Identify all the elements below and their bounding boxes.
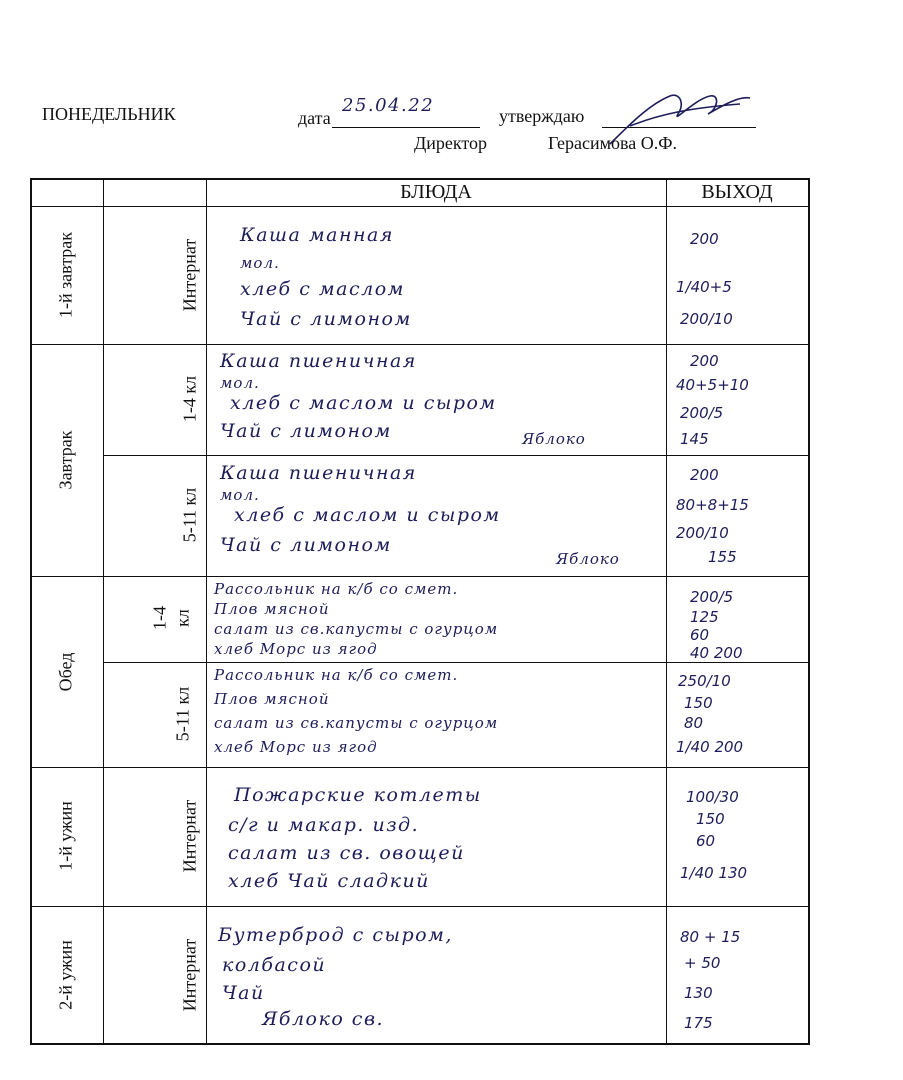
dish-line: Плов мясной [214, 690, 330, 708]
dish-line: хлеб Морс из ягод [214, 640, 378, 658]
meal-label: Обед [55, 652, 76, 692]
row-divider-zavtrak [103, 455, 810, 456]
output-value: 250/10 [678, 672, 731, 690]
dish-line: мол. [220, 486, 260, 504]
dish-line: с/г и макар. изд. [228, 814, 420, 836]
dish-line: Чай с лимоном [220, 534, 392, 556]
dish-line: хлеб с маслом и сыром [230, 392, 497, 414]
director-name: Герасимова О.Ф. [548, 133, 677, 153]
dish-line: Рассольник на к/б со смет. [214, 666, 459, 684]
dish-line: мол. [240, 254, 280, 272]
dish-line: Плов мясной [214, 600, 330, 618]
output-value: 200/5 [690, 588, 734, 606]
row-divider-obed [103, 662, 810, 663]
dish-line: Каша манная [240, 224, 394, 246]
table-border-left [30, 178, 32, 1044]
dish-line: хлеб с маслом и сыром [234, 504, 501, 526]
output-value: 40 200 [690, 644, 743, 662]
date-underline [332, 127, 480, 128]
output-value: 60 [696, 832, 716, 850]
dish-line: хлеб Морс из ягод [214, 738, 378, 756]
dish-line: Чай с лимоном [240, 308, 412, 330]
dish-line: колбасой [222, 954, 327, 976]
dish-line: мол. [220, 374, 260, 392]
dish-line: Пожарские котлеты [234, 784, 482, 806]
output-value: 1/40 130 [680, 864, 748, 882]
dish-line: Чай [222, 982, 265, 1004]
output-value: 200/10 [680, 310, 733, 328]
dish-line: Бутерброд с сыром, [218, 924, 453, 946]
output-value: 80+8+15 [676, 496, 749, 514]
dish-line: салат из св.капусты с огурцом [214, 714, 499, 732]
output-value: 145 [680, 430, 709, 448]
dish-line: хлеб Чай сладкий [228, 870, 430, 892]
output-value: 200 [690, 466, 719, 484]
dish-line: хлеб с маслом [240, 278, 405, 300]
output-value: 1/40+5 [676, 278, 732, 296]
output-value: 200/10 [676, 524, 729, 542]
output-value: 200/5 [680, 404, 724, 422]
dish-line: салат из св. овощей [228, 842, 465, 864]
dish-line: Каша пшеничная [220, 350, 417, 372]
group-label: Интернат [179, 799, 200, 873]
col-divider-meal [103, 178, 104, 1044]
row-divider-header [30, 206, 810, 207]
meal-label: 1-й завтрак [55, 231, 76, 319]
dish-line: Чай с лимоном [220, 420, 392, 442]
meal-label: Завтрак [55, 430, 76, 490]
date-value: 25.04.22 [342, 95, 435, 116]
group-label: Интернат [179, 238, 200, 312]
output-value: 155 [708, 548, 737, 566]
table-border-right [808, 178, 810, 1044]
director-label: Директор [414, 133, 488, 153]
output-value: + 50 [684, 954, 721, 972]
group-label-bottom: кл [172, 609, 193, 627]
table-border-bottom [30, 1043, 810, 1045]
row-divider-section1 [30, 344, 810, 345]
output-value: 125 [690, 608, 719, 626]
dish-line: Яблоко св. [262, 1008, 385, 1030]
output-value: 80 [684, 714, 704, 732]
row-divider-section2 [30, 576, 810, 577]
col-divider-output [666, 178, 667, 1044]
group-label: 5-11 кл [179, 487, 200, 543]
meal-label: 2-й ужин [55, 940, 76, 1010]
col-divider-group [206, 178, 207, 1044]
output-value: 40+5+10 [676, 376, 749, 394]
output-value: 60 [690, 626, 710, 644]
approve-label: утверждаю [499, 106, 585, 126]
row-divider-section4 [30, 906, 810, 907]
output-value: 150 [696, 810, 725, 828]
col-header-dishes: БЛЮДА [400, 181, 472, 203]
table-border-top [30, 178, 810, 180]
output-value: 175 [684, 1014, 713, 1032]
group-label: 1-4 кл [179, 375, 200, 423]
dish-extra: Яблоко [522, 430, 586, 448]
dish-line: салат из св.капусты с огурцом [214, 620, 499, 638]
group-label: Интернат [179, 938, 200, 1012]
output-value: 200 [690, 352, 719, 370]
dish-line: Каша пшеничная [220, 462, 417, 484]
output-value: 200 [690, 230, 719, 248]
output-value: 130 [684, 984, 713, 1002]
date-label: дата [298, 108, 331, 128]
output-value: 100/30 [686, 788, 739, 806]
row-divider-section3 [30, 767, 810, 768]
output-value: 150 [684, 694, 713, 712]
group-label: 5-11 кл [172, 686, 193, 742]
output-value: 1/40 200 [676, 738, 744, 756]
output-value: 80 + 15 [680, 928, 741, 946]
meal-label: 1-й ужин [55, 801, 76, 871]
dish-extra: Яблоко [556, 550, 620, 568]
dish-line: Рассольник на к/б со смет. [214, 580, 459, 598]
day-title: ПОНЕДЕЛЬНИК [42, 104, 176, 124]
col-header-output: ВЫХОД [701, 181, 773, 203]
group-label-top: 1-4 [149, 606, 170, 630]
